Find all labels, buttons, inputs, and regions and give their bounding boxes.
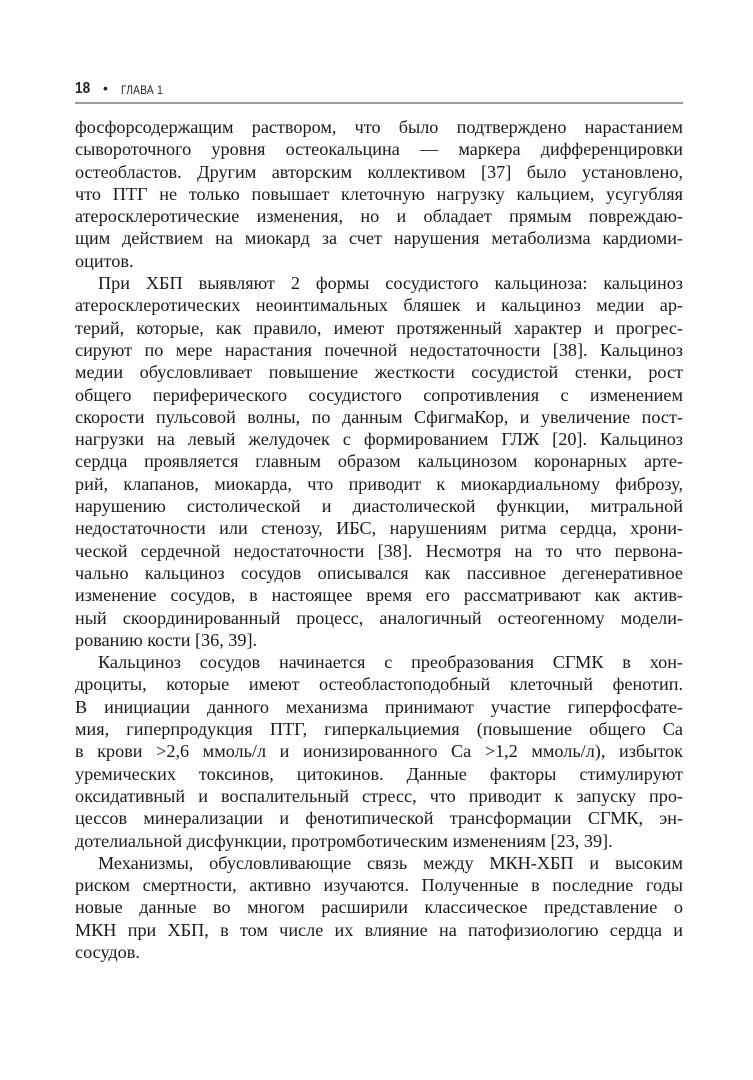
paragraph <box>75 651 683 852</box>
text-line: ный скоординированный процесс, аналогичный остеогенному модели- <box>75 607 683 628</box>
text-line: оксидативный и воспалительный стресс, что приводит к запуску про- <box>75 785 683 806</box>
text-line: сируют по мере нарастания почечной недостаточности [38]. Кальциноз <box>75 339 683 360</box>
text-line: риском смертности, активно изучаются. Полученные в последние годы <box>75 875 683 896</box>
text-line: оцитов. <box>75 250 134 271</box>
text-line: фосфорсодержащим раствором, что было подтверждено нарастанием <box>75 117 683 137</box>
text-line: терий, которые, как правило, имеют протяженный характер и прогрес- <box>75 317 683 338</box>
text-line: В инициации данного механизма принимают участие гиперфосфате- <box>75 696 683 717</box>
body-text <box>75 116 683 963</box>
text-line: сердца проявляется главным образом кальцинозом коронарных арте- <box>75 451 683 472</box>
text-line: скорости пульсовой волны, по данным СфигмаКор, и увеличение пост- <box>75 406 683 427</box>
text-line: недостаточности или стенозу, ИБС, нарушениям ритма сердца, хрони- <box>75 518 683 539</box>
text-line: уремических токсинов, цитокинов. Данные факторы стимулируют <box>75 763 683 784</box>
text-line: сосудов. <box>75 941 140 962</box>
text-line: мия, гиперпродукция ПТГ, гиперкальциемия (повышение общего Са <box>75 719 683 740</box>
text-line: цессов минерализации и фенотипической трансформации СГМК, эн- <box>75 808 683 829</box>
text-line: что ПТГ не только повышает клеточную нагрузку кальцием, усугубляя <box>75 183 683 204</box>
text-line: щим действием на миокард за счет нарушения метаболизма кардиоми- <box>75 228 683 249</box>
paragraph <box>75 852 683 963</box>
paragraph <box>75 116 683 272</box>
text-line: Механизмы, обусловливающие связь между МКН-ХБП и высоким <box>98 852 683 873</box>
text-line: нагрузки на левый желудочек с формированием ГЛЖ [20]. Кальциноз <box>75 429 683 450</box>
text-line: новые данные во многом расширили классическое представление о <box>75 897 683 918</box>
text-line: чально кальциноз сосудов описывался как пассивное дегенеративное <box>75 562 683 583</box>
text-line: МКН при ХБП, в том числе их влияние на патофизиологию сердца и <box>75 919 683 940</box>
text-line: атеросклеротических неоинтимальных бляшек и кальциноз медии ар- <box>75 295 683 316</box>
text-line: изменение сосудов, в настоящее время его рассматривают как актив- <box>75 585 683 606</box>
text-line: рованию кости [36, 39]. <box>75 629 258 650</box>
text-line: рий, клапанов, миокарда, что приводит к миокардиальному фиброзу, <box>75 473 683 494</box>
text-line: сывороточного уровня остеокальцина — маркера дифференцировки <box>75 139 683 160</box>
text-line: При ХБП выявляют 2 формы сосудистого кальциноза: кальциноз <box>98 273 683 294</box>
text-line: дроциты, которые имеют остеобластоподобный клеточный фенотип. <box>75 674 683 695</box>
text-line: нарушению систолической и диастолической функции, митральной <box>75 496 683 517</box>
chapter-title: ГЛАВА 1 <box>121 83 164 97</box>
page-number: 18 <box>75 80 91 97</box>
header-rule <box>75 102 683 104</box>
text-line: дотелиальной дисфункции, протромботическим изменениям [23, 39]. <box>75 830 613 851</box>
text-line: остеобластов. Другим авторским коллективом [37] было установлено, <box>75 161 683 182</box>
text-line: общего периферического сосудистого сопротивления с изменением <box>75 384 683 405</box>
text-line: медии обусловливает повышение жесткости сосудистой стенки, рост <box>75 362 683 383</box>
bullet-separator: • <box>103 80 108 96</box>
text-line: атеросклеротические изменения, но и обладает прямым повреждаю- <box>75 206 683 227</box>
running-header <box>75 78 683 100</box>
text-line: в крови >2,6 ммоль/л и ионизированного Са >1,2 ммоль/л), избыток <box>75 741 683 762</box>
text-line: Кальциноз сосудов начинается с преобразования СГМК в хон- <box>98 652 683 673</box>
paragraph <box>75 272 683 651</box>
text-line: ческой сердечной недостаточности [38]. Несмотря на то что первона- <box>75 540 683 561</box>
